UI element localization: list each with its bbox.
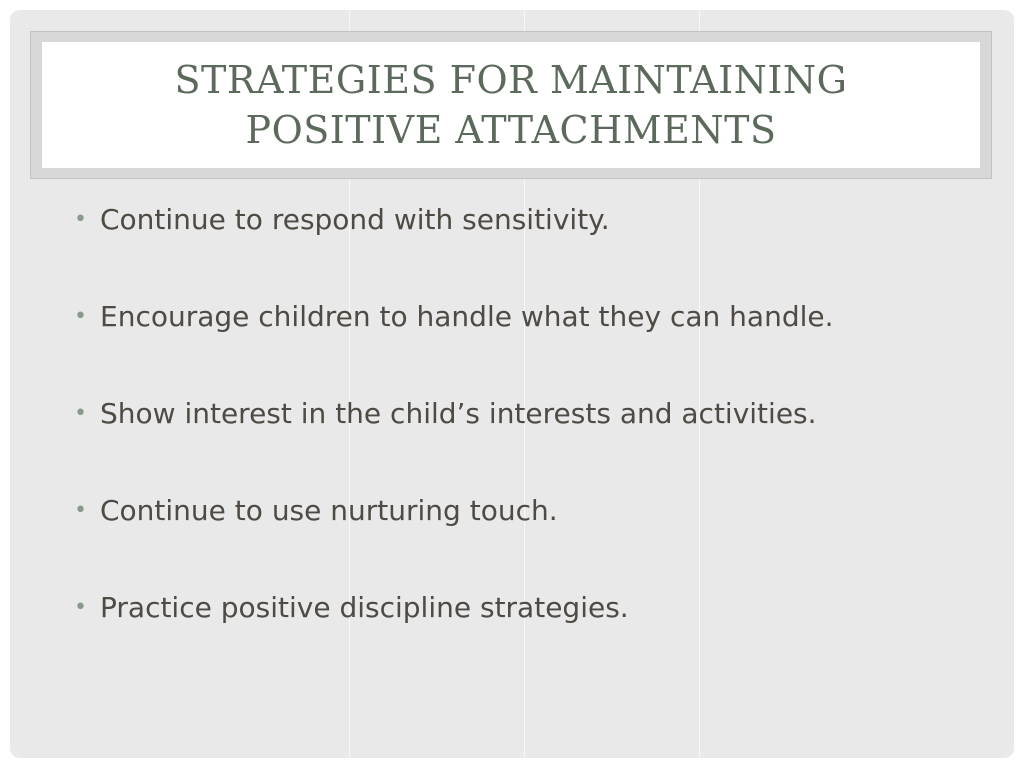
slide (10, 10, 1014, 758)
bullet-icon: • (74, 304, 87, 329)
slide-title (42, 42, 980, 168)
bullet-item (74, 588, 954, 628)
bullet-text: Continue to use nurturing touch. (100, 494, 558, 527)
bullet-text: Show interest in the child’s interests and activities. (100, 397, 817, 430)
bullet-text: Practice positive discipline strategies. (100, 591, 629, 624)
title-line: POSITIVE ATTACHMENTS (245, 108, 777, 152)
bullet-icon: • (74, 595, 87, 620)
bullet-icon: • (74, 207, 87, 232)
bullet-item (74, 491, 954, 531)
bullet-icon: • (74, 498, 87, 523)
bullet-icon: • (74, 401, 87, 426)
bullet-item (74, 297, 954, 337)
bullet-text: Continue to respond with sensitivity. (100, 203, 610, 236)
title-frame (30, 31, 992, 179)
bullet-text: Encourage children to handle what they can handle. (100, 300, 834, 333)
bullet-item (74, 394, 954, 434)
title-line: STRATEGIES FOR MAINTAINING (174, 58, 848, 102)
bullet-list (74, 200, 954, 628)
bullet-item (74, 200, 954, 240)
